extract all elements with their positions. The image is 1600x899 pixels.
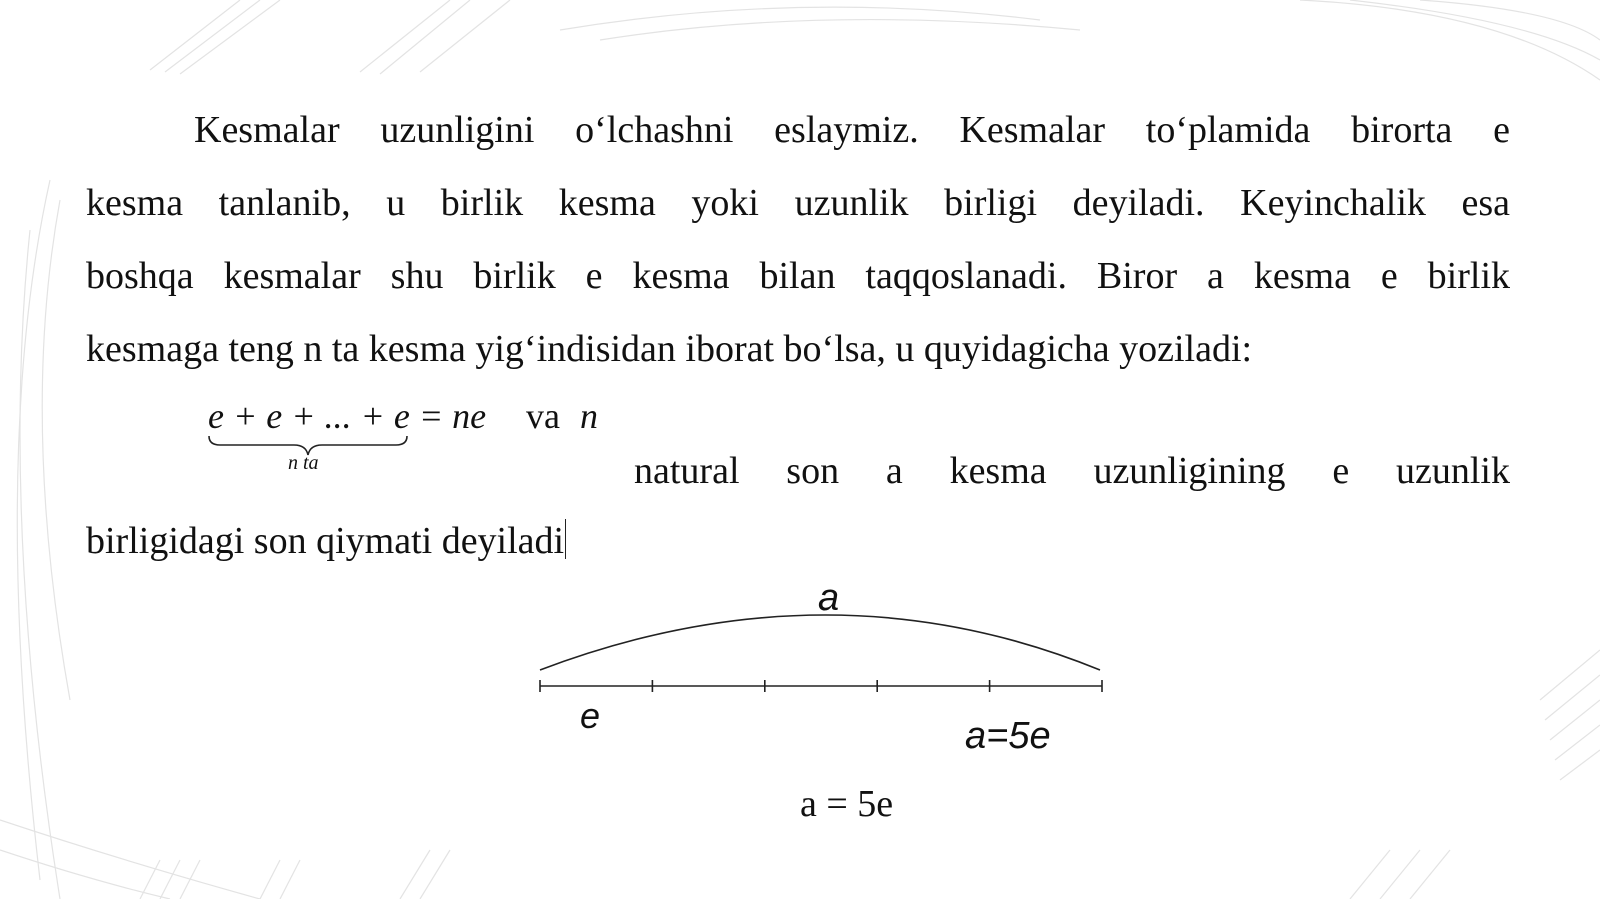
- text-cursor: [565, 519, 566, 559]
- segment-diagram: [530, 570, 1130, 770]
- equation-label: a=5e: [965, 715, 1051, 757]
- main-paragraph: [86, 94, 1510, 386]
- paragraph-line: kesmaga teng n ta kesma yig‘indisidan iborat bo‘lsa, u quyidagicha yoziladi:: [86, 328, 1253, 370]
- paragraph-line: Kesmalar uzunligini o‘lchashni eslaymiz. Kesmalar to‘plamida birorta e: [194, 109, 1510, 151]
- brace-label: n ta: [288, 452, 319, 474]
- unit-label: e: [580, 695, 601, 736]
- arc-label: a: [818, 577, 840, 619]
- formula-sum: e + e + ... + e = ne: [208, 396, 487, 436]
- continuation-text: birligidagi son qiymati deyiladi: [86, 520, 565, 562]
- diagram-caption: a = 5e: [800, 783, 894, 825]
- formula-block: [208, 395, 628, 485]
- formula-variable: n: [580, 396, 598, 436]
- formula-connector: va: [526, 396, 560, 436]
- paragraph-line: boshqa kesmalar shu birlik e kesma bilan taqqoslanadi. Biror a kesma e birlik: [86, 255, 1510, 297]
- arc-a: [540, 615, 1100, 670]
- paragraph-line: kesma tanlanib, u birlik kesma yoki uzunlik birligi deyiladi. Keyinchalik esa: [86, 182, 1510, 224]
- continuation-line-end: [86, 513, 566, 569]
- continuation-line: natural son a kesma uzunligining e uzunlik: [634, 450, 1510, 492]
